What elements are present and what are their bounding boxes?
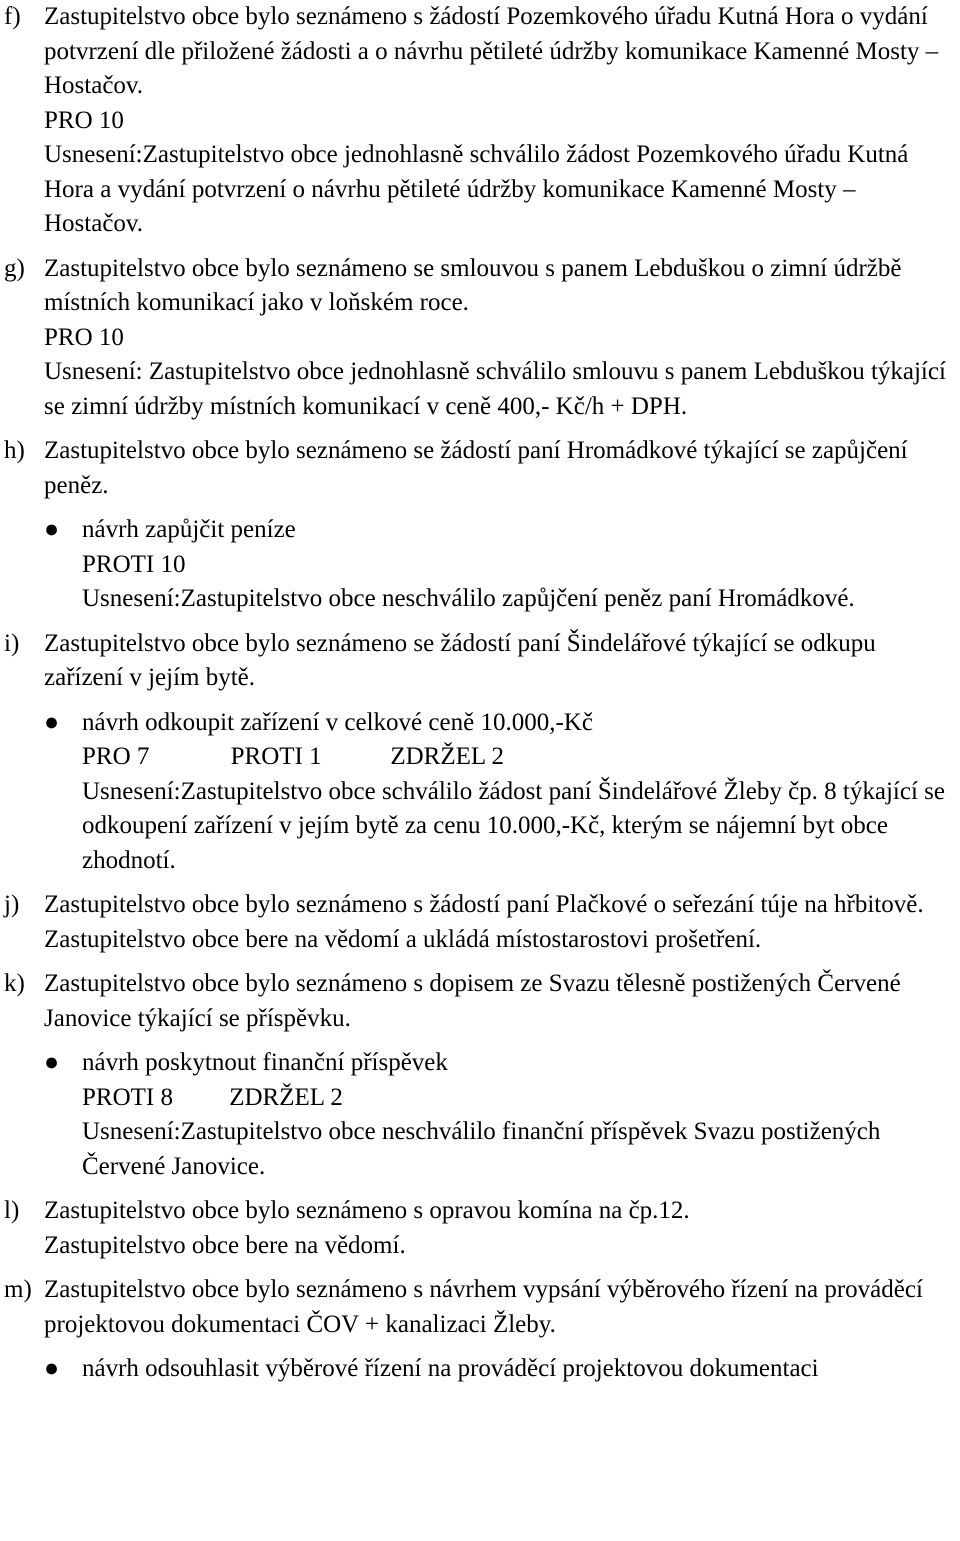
vote-result: PROTI 10: [82, 550, 186, 578]
bullet-dot-icon: ●: [44, 708, 60, 736]
section-text: Zastupitelstvo obce bylo seznámeno s žádostí Pozemkového úřadu Kutná Hora o vydání potvrzení dle přiložené žádosti a o návrhu pětileté údržby komunikace Kamenné Mosty – Hostačov.: [44, 3, 939, 99]
section-marker: f): [4, 3, 21, 30]
resolution-text: Usnesení:Zastupitelstvo obce neschválilo zapůjčení peněz paní Hromádkové.: [82, 585, 855, 612]
section-text: Zastupitelstvo obce bylo seznámeno se žádostí paní Šindelářové týkající se odkupu zařízení v jejím bytě.: [44, 629, 876, 691]
proposal-item: [44, 1352, 956, 1387]
section-marker: l): [4, 1197, 20, 1224]
bullet-dot-icon: ●: [44, 1049, 60, 1076]
proposal-text: návrh poskytnout finanční příspěvek: [82, 1049, 448, 1076]
vote-result: PROTI 8 ZDRŽEL 2: [82, 1083, 343, 1111]
vote-result: PRO 7 PROTI 1 ZDRŽEL 2: [82, 743, 504, 770]
section-h: [0, 434, 960, 617]
proposal-text: návrh odsouhlasit výběrové řízení na prováděcí projektovou dokumentaci: [82, 1355, 819, 1382]
section-marker: j): [4, 891, 20, 918]
proposal-item: [44, 1046, 956, 1184]
vote-result: PRO 10: [44, 323, 124, 351]
acknowledgement-text: Zastupitelstvo obce bere na vědomí.: [44, 1231, 406, 1259]
acknowledgement-text: Zastupitelstvo obce bere na vědomí a ukládá místostarostovi prošetření.: [44, 925, 762, 953]
proposal-item: [44, 513, 956, 617]
section-marker: h): [4, 437, 25, 464]
vote-result: PRO 10: [44, 106, 124, 134]
resolution-text: Usnesení: Zastupitelstvo obce jednohlasně schválilo smlouvu s panem Lebduškou týkající se zimní údržby místních komunikací v ceně 400,- Kč/h + DPH.: [44, 358, 946, 420]
bullet-dot-icon: ●: [44, 1355, 60, 1382]
section-marker: m): [4, 1276, 32, 1303]
section-j: [0, 888, 960, 957]
section-i: [0, 627, 960, 879]
section-text: Zastupitelstvo obce bylo seznámeno s návrhem vypsání výběrového řízení na prováděcí projektovou dokumentaci ČOV + kanalizaci Žleby.: [44, 1276, 923, 1338]
section-text: Zastupitelstvo obce bylo seznámeno se smlouvou s panem Lebduškou o zimní údržbě místních komunikací jako v loňském roce.: [44, 254, 902, 316]
resolution-text: Usnesení:Zastupitelstvo obce jednohlasně schválilo žádost Pozemkového úřadu Kutná Hora a vydání potvrzení o návrhu pětileté údržby komunikace Kamenné Mosty – Hostačov.: [44, 141, 909, 237]
section-f: [0, 0, 960, 242]
proposal-text: návrh odkoupit zařízení v celkové ceně 10.000,-Kč: [82, 708, 593, 736]
section-l: [0, 1194, 960, 1263]
resolution-text: Usnesení:Zastupitelstvo obce neschválilo finanční příspěvek Svazu postižených Červené Janovice.: [82, 1118, 881, 1180]
section-text: Zastupitelstvo obce bylo seznámeno s žádostí paní Plačkové o seřezání túje na hřbitově.: [44, 891, 924, 918]
section-text: Zastupitelstvo obce bylo seznámeno se žádostí paní Hromádkové týkající se zapůjčení peněz.: [44, 437, 908, 499]
proposal-text: návrh zapůjčit peníze: [82, 516, 296, 543]
proposal-item: [44, 706, 956, 879]
bullet-dot-icon: ●: [44, 516, 60, 543]
section-g: [0, 252, 960, 425]
section-text: Zastupitelstvo obce bylo seznámeno s dopisem ze Svazu tělesně postižených Červené Janovice týkající se příspěvku.: [44, 970, 901, 1032]
section-marker: i): [4, 629, 20, 657]
section-text: Zastupitelstvo obce bylo seznámeno s opravou komína na čp.12.: [44, 1197, 690, 1224]
section-marker: g): [4, 254, 25, 282]
resolution-text: Usnesení:Zastupitelstvo obce schválilo žádost paní Šindelářové Žleby čp. 8 týkající se odkoupení zařízení v jejím bytě za cenu 10.000,-Kč, kterým se nájemní byt obce zhodnotí.: [82, 777, 945, 874]
section-k: [0, 967, 960, 1184]
section-m: [0, 1273, 960, 1387]
section-marker: k): [4, 970, 25, 997]
